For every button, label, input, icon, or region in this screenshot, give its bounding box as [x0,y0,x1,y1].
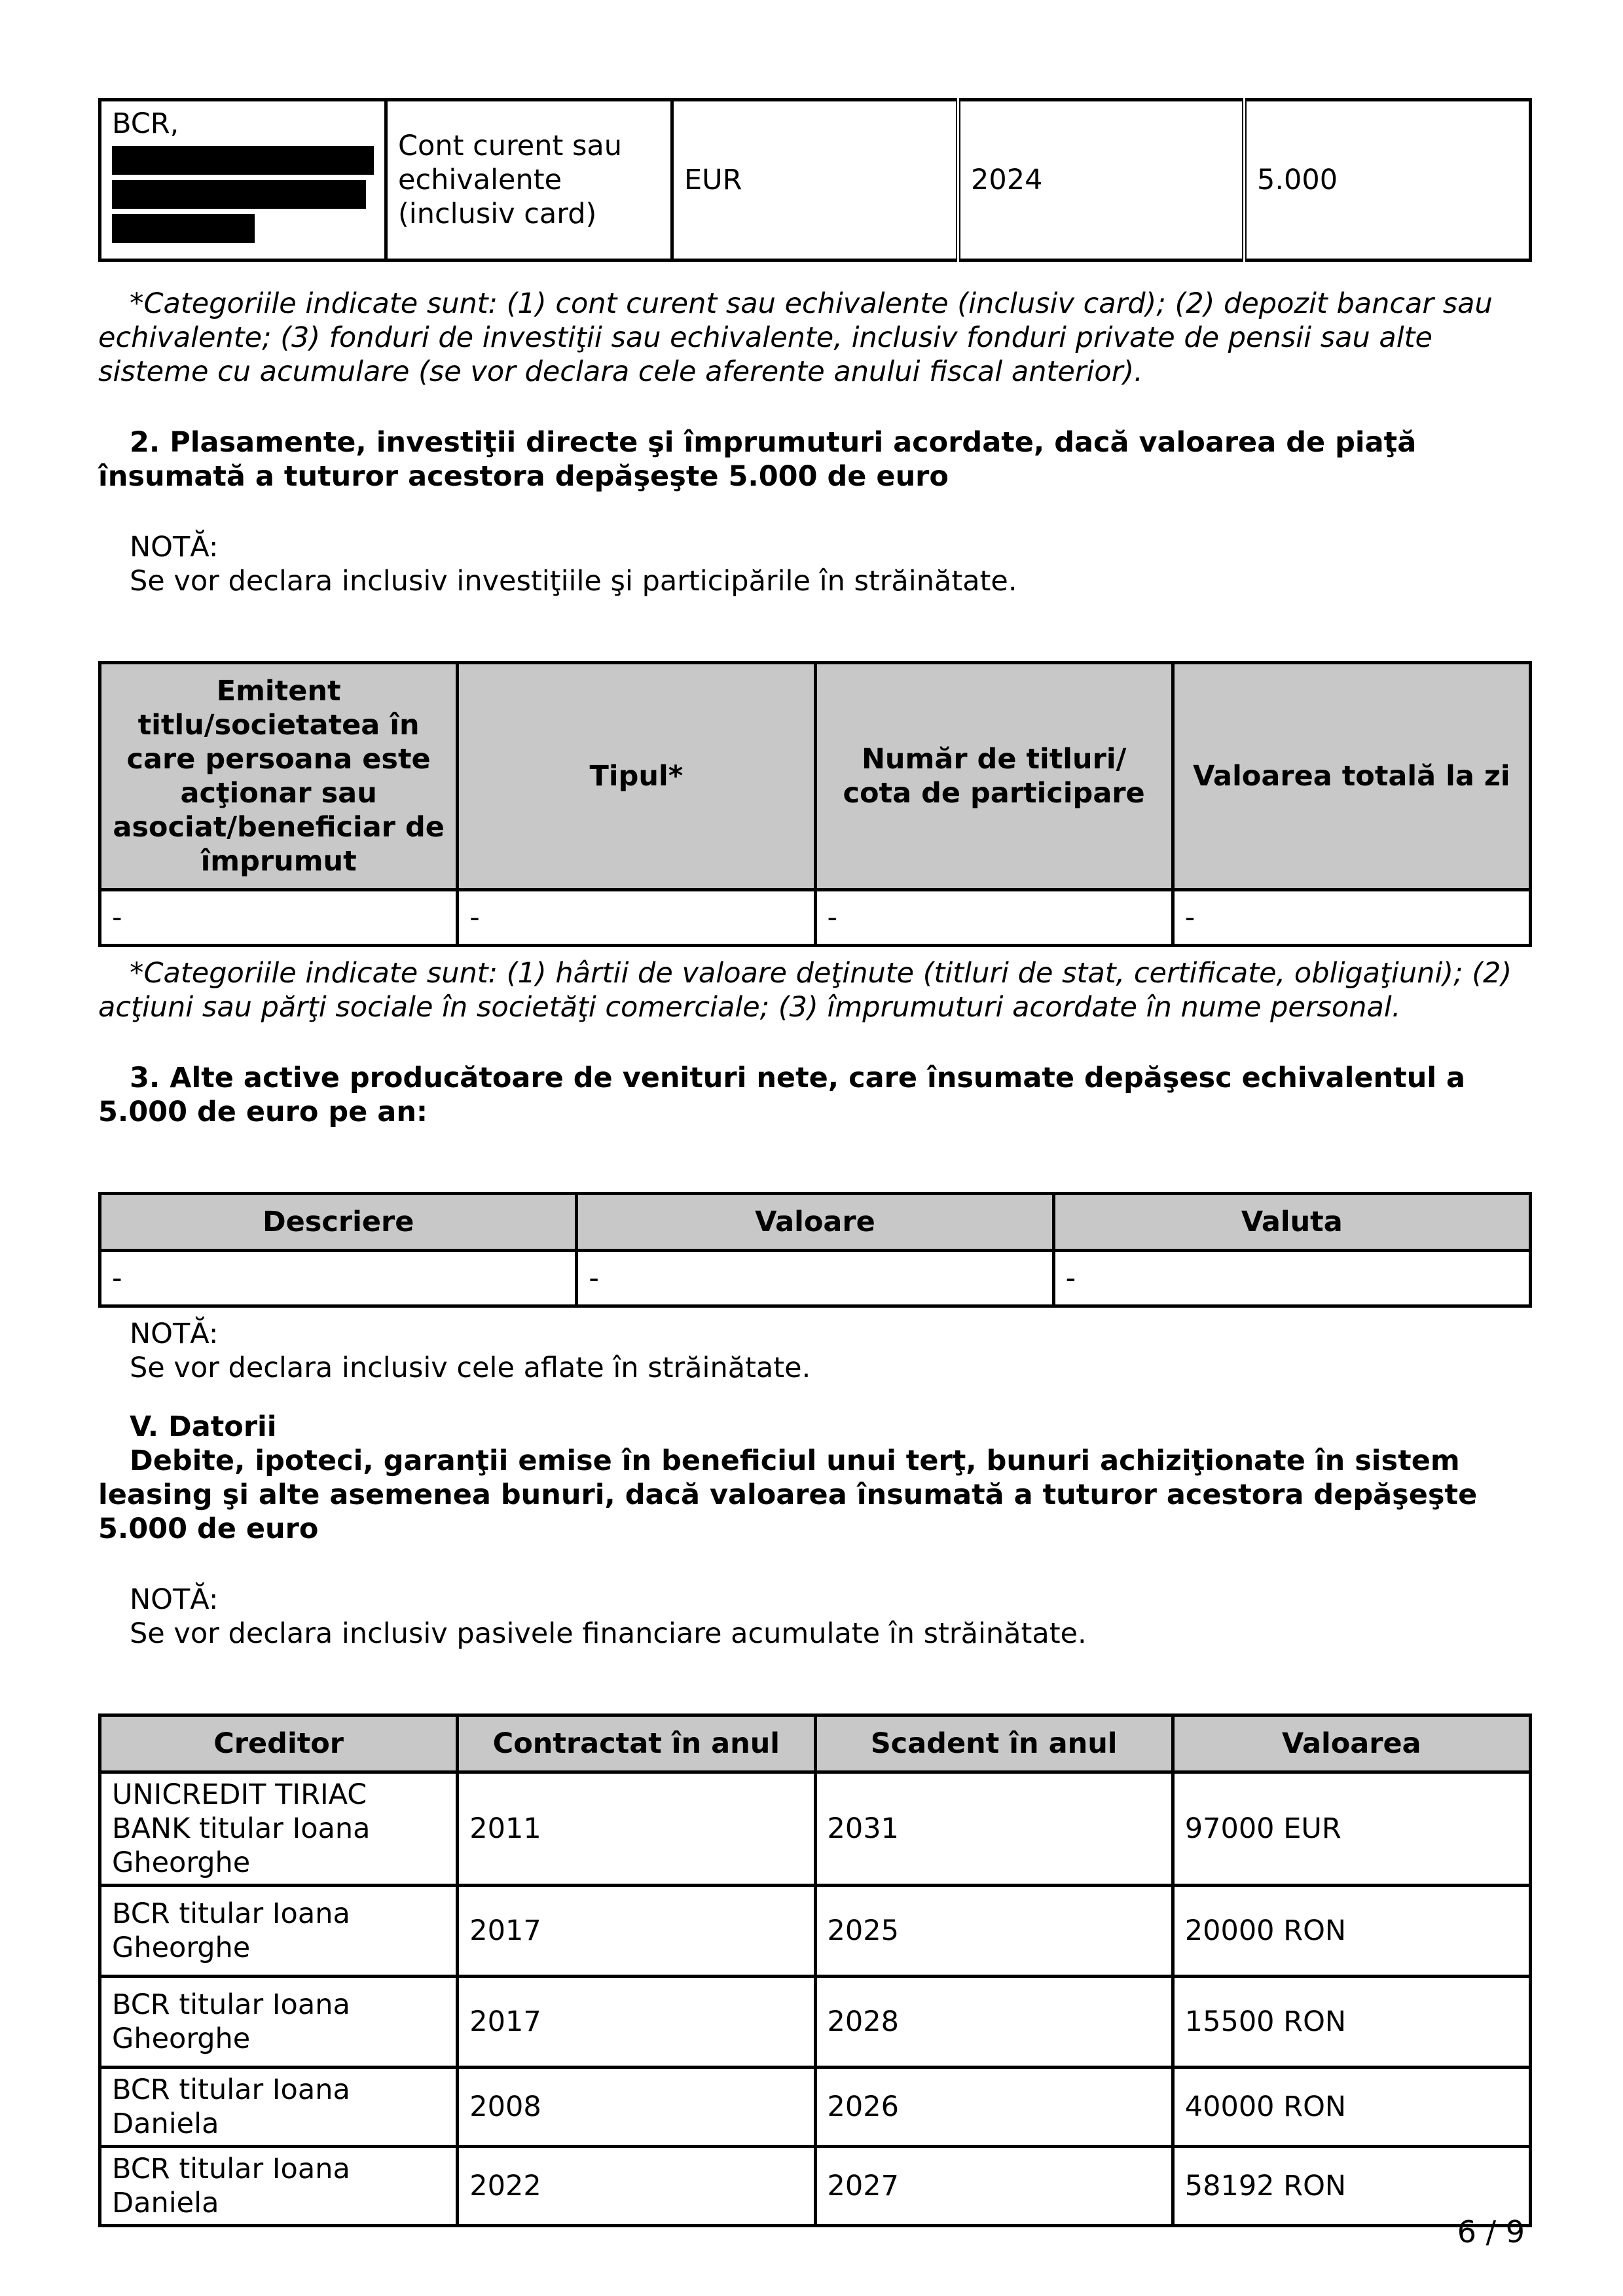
nota-text: Se vor declara inclusiv investiţiile şi participările în străinătate. [130,565,1017,598]
redaction-bar [112,180,366,209]
table-cell: 2027 [815,2147,1173,2226]
section-5-title: V. Datorii [130,1410,277,1443]
table-cell: 2017 [458,1886,815,1977]
table-cell: 58192 RON [1173,2147,1530,2226]
column-header: Scadent în anul [815,1715,1173,1772]
table-cell: BCR titular Ioana Daniela [100,2068,458,2147]
table-cell: 2011 [458,1772,815,1886]
table-row [100,1251,1531,1306]
table-row [100,1772,1531,1886]
table-cell: 15500 RON [1173,1977,1530,2068]
bank-accounts-table [98,98,1532,262]
balance-cell: 5.000 [1245,100,1531,260]
table-row [100,1977,1531,2068]
investments-footnote: *Categoriile indicate sunt: (1) hârtii de valoare deţinute (titluri de stat, certificate, obligaţiuni); (2) acţiuni sau părţi sociale în societăţi comerciale; (3) împrumuturi acordate în nume personal. [98,957,1512,1024]
table-cell: - [100,890,458,946]
column-header: Valuta [1053,1194,1530,1251]
table-cell: 2031 [815,1772,1173,1886]
table-cell: - [100,1251,577,1306]
table-row [100,890,1531,946]
bank-name: BCR, [112,107,179,140]
page-number: 6 / 9 [1457,2214,1525,2250]
table-cell: 2026 [815,2068,1173,2147]
nota-text: Se vor declara inclusiv cele aflate în străinătate. [130,1352,811,1384]
table-cell: BCR titular Ioana Gheorghe [100,1977,458,2068]
table-cell: 97000 EUR [1173,1772,1530,1886]
table-cell: - [577,1251,1053,1306]
table-cell: BCR titular Ioana Daniela [100,2147,458,2226]
currency-cell: EUR [672,100,958,260]
section-3-heading: 3. Alte active producătoare de venituri nete, care însumate depăşesc echivalentul a 5.000 de euro pe an: [98,1062,1466,1128]
section-5-heading: Debite, ipoteci, garanţii emise în beneficiul unui terţ, bunuri achiziţionate în sistem leasing şi alte asemenea bunuri, dacă valoarea însumată a tuturor acestora depăşeşte 5.000 de euro [98,1444,1478,1545]
column-header: Descriere [100,1194,577,1251]
table-cell: 2008 [458,2068,815,2147]
table-header-row [100,663,1531,890]
table-cell: 2022 [458,2147,815,2226]
column-header: Număr de titluri/ cota de participare [815,663,1173,890]
table-row [100,2068,1531,2147]
table-header-row [100,1194,1531,1251]
nota-label: NOTĂ: [130,531,219,564]
table-header-row [100,1715,1531,1772]
redaction-bar [112,146,374,175]
investments-table [98,661,1532,947]
bank-accounts-footnote: *Categoriile indicate sunt: (1) cont curent sau echivalente (inclusiv card); (2) depozit bancar sau echivalente; (3) fonduri de investiţii sau echivalente, inclusiv fonduri private de pensii sau alte sisteme cu acumulare (se vor declara cele aferente anului fiscal anterior). [98,287,1493,388]
bank-name-cell [100,100,386,260]
redaction-bar [112,214,255,243]
table-cell: UNICREDIT TIRIAC BANK titular Ioana Gheorghe [100,1772,458,1886]
nota-label: NOTĂ: [130,1318,219,1350]
nota-label: NOTĂ: [130,1583,219,1616]
table-row [100,100,1531,260]
document-page [98,98,1532,2227]
column-header: Creditor [100,1715,458,1772]
column-header: Contractat în anul [458,1715,815,1772]
table-cell: 2025 [815,1886,1173,1977]
table-cell: 20000 RON [1173,1886,1530,1977]
table-cell: - [1053,1251,1530,1306]
table-cell: 2028 [815,1977,1173,2068]
column-header: Emitent titlu/societatea în care persoana este acţionar sau asociat/beneficiar de împrumut [100,663,458,890]
table-row [100,1886,1531,1977]
table-cell: 40000 RON [1173,2068,1530,2147]
column-header: Valoare [577,1194,1053,1251]
column-header: Valoarea [1173,1715,1530,1772]
debts-table [98,1713,1532,2227]
section-2-heading: 2. Plasamente, investiţii directe şi împrumuturi acordate, dacă valoarea de piaţă însumată a tuturor acestora depăşeşte 5.000 de euro [98,426,1417,493]
column-header: Tipul* [458,663,815,890]
table-row [100,2147,1531,2226]
account-type-cell: Cont curent sau echivalente (inclusiv card) [386,100,672,260]
table-cell: - [815,890,1173,946]
table-cell: 2017 [458,1977,815,2068]
other-assets-table [98,1192,1532,1308]
column-header: Valoarea totală la zi [1173,663,1530,890]
year-cell: 2024 [958,100,1245,260]
table-cell: - [1173,890,1530,946]
table-cell: BCR titular Ioana Gheorghe [100,1886,458,1977]
nota-text: Se vor declara inclusiv pasivele financiare acumulate în străinătate. [130,1617,1087,1650]
table-cell: - [458,890,815,946]
